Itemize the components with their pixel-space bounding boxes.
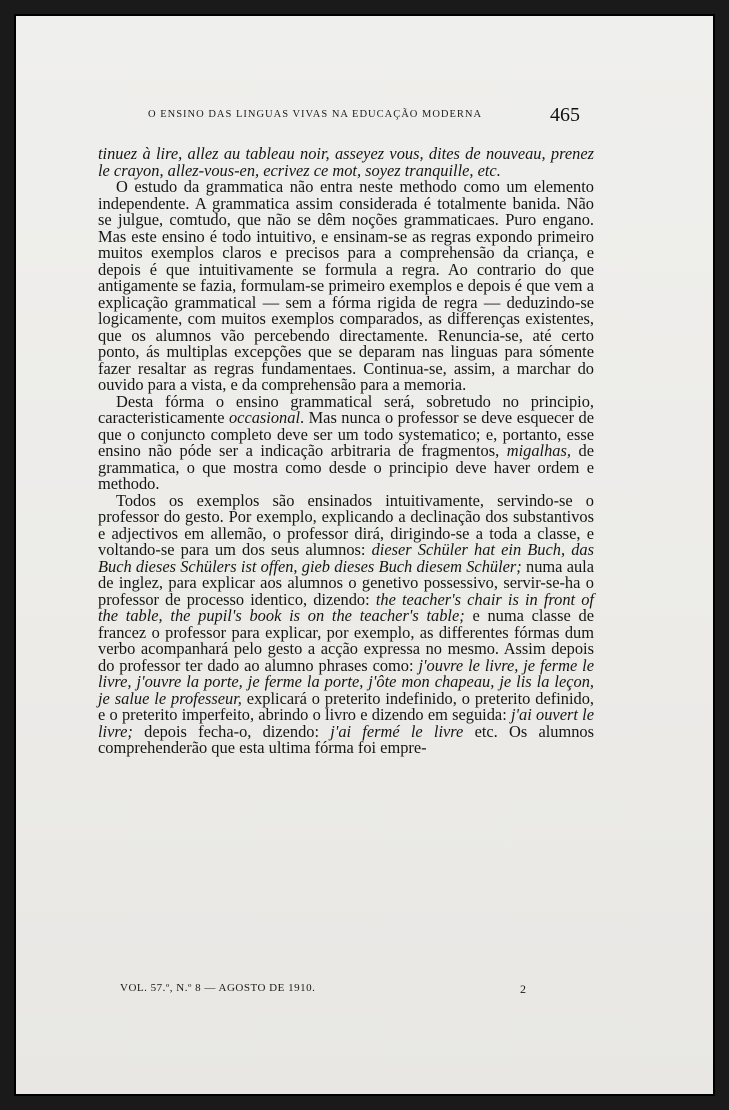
book-page — [14, 14, 715, 1096]
p4-text: Todos os exemplos são ensinados intuitivamente, servindo-se o professor do gesto. Por exemplo, explicando a declinação dos substantivos e adjectivos em allemão, o professor dirá, dirigindo-se a toda a classe, e voltando-se para um dos seus alumnos: dieser Schüler hat ein Buch, das Buch dieses Schülers ist offen, gieb dieses Buch diesem Schüler; numa aula de inglez, para explicar aos alumnos o genetivo possessivo, servir-se-ha o professor de processo identico, dizendo: the teacher's chair is in front of the table, the pupil's book is on the teacher's table; e numa classe de francez o professor para explicar, por exemplo, as differentes fórmas dum verbo acompanhará pelo gesto a acção expressa no mesmo. Assim depois do professor ter dado ao alumno phrases como: j'ouvre le livre, je ferme le livre, j'ouvre la porte, je ferme la porte, j'ôte mon chapeau, je lis la leçon, je salue le professeur, explicará o preterito indefinido, o preterito definido, e o preterito imperfeito, abrindo o livro e dizendo em seguida: j'ai ouvert le livre; depois fecha-o, dizendo: j'ai fermé le livre etc. Os alumnos comprehenderão que esta ultima fórma foi empre- — [98, 490, 594, 757]
running-title: O ENSINO DAS LINGUAS VIVAS NA EDUCAÇÃO MODERNA — [148, 109, 483, 120]
italic-phrase: occasional — [228, 408, 300, 427]
paragraph-3 — [98, 391, 594, 493]
body-text — [98, 146, 594, 757]
italic-phrase: the teacher's chair is in front of the table, the pupil's book is on the teacher's table; — [98, 589, 594, 625]
signature-mark: 2 — [520, 982, 526, 996]
paragraph-1: tinuez à lire, allez au tableau noir, asseyez vous, dites de nouveau, prenez le crayon, allez-vous-en, ecrivez ce mot, soyez tranquille, etc. — [98, 144, 594, 180]
italic-phrase: j'ouvre le livre, je ferme le livre, j'ouvre la porte, je ferme la porte, j'ôte mon chapeau, je lis la leçon, je salue le professeur, — [98, 655, 594, 708]
p3-text: Desta fórma o ensino grammatical será, sobretudo no principio, caracteristicamente occasional. Mas nunca o professor se deve esquecer de que o conjuncto completo deve ser um todo systematico; e, portanto, esse ensino não póde ser a indicação arbitraria de fragmentos, migalhas, de grammatica, o que mostra como desde o principio deve haver ordem e methodo. — [98, 391, 594, 493]
volume-footer: VOL. 57.º, N.º 8 — AGOSTO DE 1910. — [120, 982, 316, 994]
paragraph-2: O estudo da grammatica não entra neste methodo como um elemento independente. A grammatica assim considerada é totalmente banida. Não se julgue, comtudo, que não se dêm noções grammaticaes. Puro engano. Mas este ensino é todo intuitivo, e ensinam-se as regras expondo primeiro muitos exemplos claros e precisos para a comprehensão da criança, e depois é que intuitivamente se formula a regra. Ao contrario do que antigamente se fazia, formulam-se primeiro exemplos e depois é que vem a explicação grammatical — sem a fórma rigida de regra — deduzindo-se logicamente, com muitos exemplos comparados, as differenças existentes, que os alumnos vão percebendo directamente. Renuncia-se, até certo ponto, ás multiplas excepções que se deparam nas linguas para sómente fazer resaltar as regras fundamentaes. Continua-se, assim, a marchar do ouvido para a vista, e da comprehensão para a memoria. — [98, 177, 594, 394]
italic-phrase: dieser Schüler hat ein Buch, das Buch dieses Schülers ist offen, gieb dieses Buch diesem Schüler; — [98, 540, 594, 576]
page-number: 465 — [550, 104, 580, 126]
italic-phrase: migalhas, — [506, 441, 571, 460]
italic-phrase: j'ai fermé le livre — [330, 721, 464, 741]
italic-phrase: j'ai ouvert le livre; — [98, 705, 594, 741]
paragraph-4 — [98, 490, 594, 757]
